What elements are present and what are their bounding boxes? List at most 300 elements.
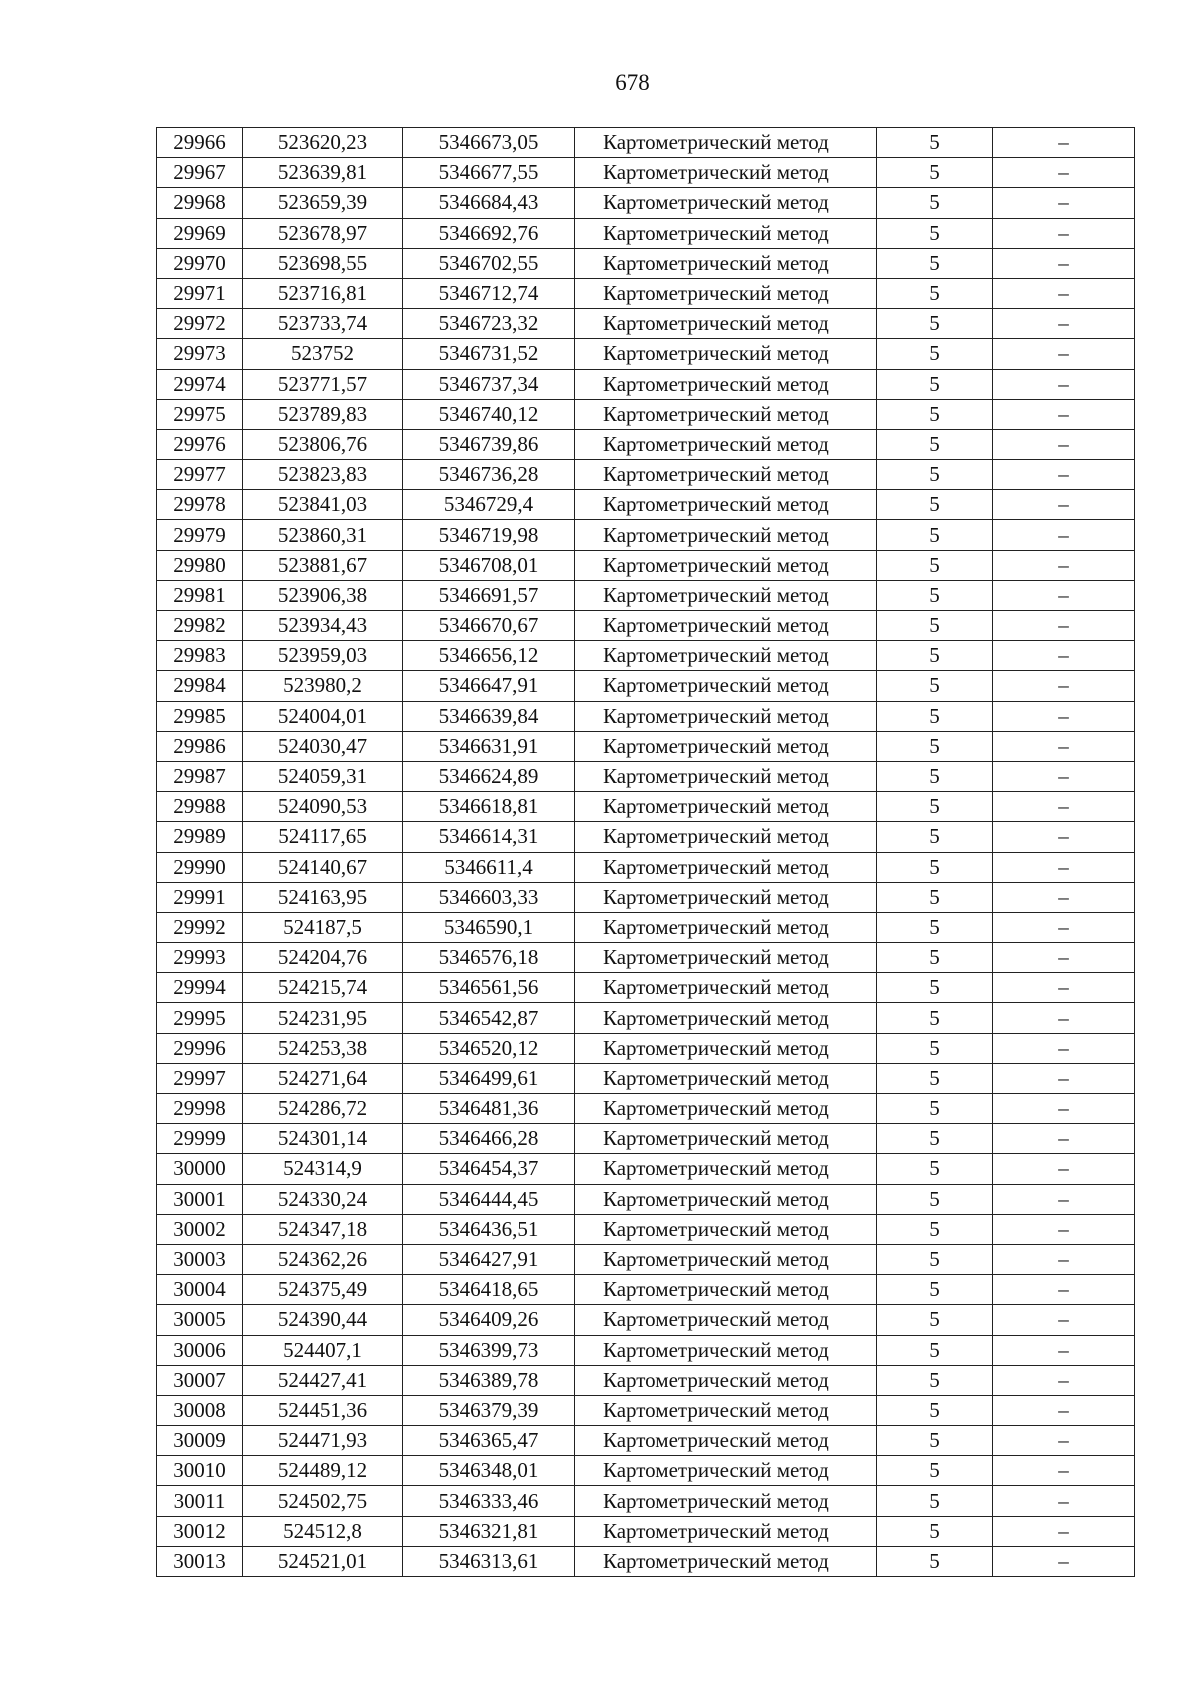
note-cell: – [993, 822, 1135, 852]
note-cell: – [993, 701, 1135, 731]
method-cell: Картометрический метод [575, 218, 877, 248]
accuracy-cell: 5 [877, 188, 993, 218]
x-coordinate-cell: 524215,74 [243, 973, 403, 1003]
y-coordinate-cell: 5346520,12 [403, 1033, 575, 1063]
x-coordinate-cell: 523841,03 [243, 490, 403, 520]
table-row [157, 490, 1135, 520]
table-row [157, 1003, 1135, 1033]
accuracy-cell: 5 [877, 1063, 993, 1093]
accuracy-cell: 5 [877, 912, 993, 942]
x-coordinate-cell: 524231,95 [243, 1003, 403, 1033]
note-cell: – [993, 339, 1135, 369]
y-coordinate-cell: 5346611,4 [403, 852, 575, 882]
table-row [157, 1124, 1135, 1154]
table-row [157, 550, 1135, 580]
method-cell: Картометрический метод [575, 1305, 877, 1335]
point-number-cell: 30002 [157, 1214, 243, 1244]
method-cell: Картометрический метод [575, 1063, 877, 1093]
table-row [157, 671, 1135, 701]
table-row [157, 1094, 1135, 1124]
note-cell: – [993, 1184, 1135, 1214]
method-cell: Картометрический метод [575, 309, 877, 339]
method-cell: Картометрический метод [575, 580, 877, 610]
accuracy-cell: 5 [877, 128, 993, 158]
method-cell: Картометрический метод [575, 490, 877, 520]
note-cell: – [993, 1214, 1135, 1244]
note-cell: – [993, 278, 1135, 308]
y-coordinate-cell: 5346731,52 [403, 339, 575, 369]
method-cell: Картометрический метод [575, 761, 877, 791]
y-coordinate-cell: 5346499,61 [403, 1063, 575, 1093]
point-number-cell: 29975 [157, 399, 243, 429]
table-row [157, 792, 1135, 822]
y-coordinate-cell: 5346618,81 [403, 792, 575, 822]
point-number-cell: 29987 [157, 761, 243, 791]
accuracy-cell: 5 [877, 218, 993, 248]
y-coordinate-cell: 5346708,01 [403, 550, 575, 580]
x-coordinate-cell: 523620,23 [243, 128, 403, 158]
table-row [157, 278, 1135, 308]
table-row [157, 158, 1135, 188]
accuracy-cell: 5 [877, 1033, 993, 1063]
method-cell: Картометрический метод [575, 1214, 877, 1244]
point-number-cell: 29973 [157, 339, 243, 369]
note-cell: – [993, 1426, 1135, 1456]
note-cell: – [993, 1003, 1135, 1033]
table-row [157, 641, 1135, 671]
table-row [157, 973, 1135, 1003]
table-row [157, 520, 1135, 550]
x-coordinate-cell: 524163,95 [243, 882, 403, 912]
table-row [157, 1395, 1135, 1425]
y-coordinate-cell: 5346576,18 [403, 943, 575, 973]
x-coordinate-cell: 524502,75 [243, 1486, 403, 1516]
note-cell: – [993, 1516, 1135, 1546]
point-number-cell: 29993 [157, 943, 243, 973]
y-coordinate-cell: 5346321,81 [403, 1516, 575, 1546]
y-coordinate-cell: 5346365,47 [403, 1426, 575, 1456]
note-cell: – [993, 671, 1135, 701]
note-cell: – [993, 399, 1135, 429]
table-row [157, 912, 1135, 942]
accuracy-cell: 5 [877, 278, 993, 308]
accuracy-cell: 5 [877, 1395, 993, 1425]
accuracy-cell: 5 [877, 1426, 993, 1456]
accuracy-cell: 5 [877, 973, 993, 1003]
accuracy-cell: 5 [877, 1516, 993, 1546]
note-cell: – [993, 550, 1135, 580]
table-row [157, 339, 1135, 369]
accuracy-cell: 5 [877, 1124, 993, 1154]
method-cell: Картометрический метод [575, 852, 877, 882]
table-row [157, 1456, 1135, 1486]
method-cell: Картометрический метод [575, 1486, 877, 1516]
method-cell: Картометрический метод [575, 1456, 877, 1486]
point-number-cell: 29970 [157, 248, 243, 278]
point-number-cell: 29997 [157, 1063, 243, 1093]
x-coordinate-cell: 523980,2 [243, 671, 403, 701]
accuracy-cell: 5 [877, 399, 993, 429]
method-cell: Картометрический метод [575, 369, 877, 399]
y-coordinate-cell: 5346691,57 [403, 580, 575, 610]
x-coordinate-cell: 524390,44 [243, 1305, 403, 1335]
y-coordinate-cell: 5346624,89 [403, 761, 575, 791]
table-row [157, 460, 1135, 490]
point-number-cell: 29982 [157, 611, 243, 641]
x-coordinate-cell: 523806,76 [243, 429, 403, 459]
x-coordinate-cell: 524271,64 [243, 1063, 403, 1093]
note-cell: – [993, 1094, 1135, 1124]
x-coordinate-cell: 523752 [243, 339, 403, 369]
x-coordinate-cell: 523823,83 [243, 460, 403, 490]
note-cell: – [993, 158, 1135, 188]
x-coordinate-cell: 524347,18 [243, 1214, 403, 1244]
accuracy-cell: 5 [877, 520, 993, 550]
y-coordinate-cell: 5346418,65 [403, 1275, 575, 1305]
accuracy-cell: 5 [877, 1456, 993, 1486]
y-coordinate-cell: 5346702,55 [403, 248, 575, 278]
point-number-cell: 30010 [157, 1456, 243, 1486]
point-number-cell: 29979 [157, 520, 243, 550]
note-cell: – [993, 369, 1135, 399]
method-cell: Картометрический метод [575, 1365, 877, 1395]
point-number-cell: 30009 [157, 1426, 243, 1456]
table-row [157, 1033, 1135, 1063]
point-number-cell: 30000 [157, 1154, 243, 1184]
table-row [157, 218, 1135, 248]
note-cell: – [993, 852, 1135, 882]
y-coordinate-cell: 5346590,1 [403, 912, 575, 942]
y-coordinate-cell: 5346684,43 [403, 188, 575, 218]
method-cell: Картометрический метод [575, 1546, 877, 1576]
y-coordinate-cell: 5346389,78 [403, 1365, 575, 1395]
note-cell: – [993, 1154, 1135, 1184]
x-coordinate-cell: 524030,47 [243, 731, 403, 761]
note-cell: – [993, 309, 1135, 339]
table-row [157, 429, 1135, 459]
accuracy-cell: 5 [877, 339, 993, 369]
accuracy-cell: 5 [877, 641, 993, 671]
x-coordinate-cell: 523906,38 [243, 580, 403, 610]
accuracy-cell: 5 [877, 1486, 993, 1516]
y-coordinate-cell: 5346603,33 [403, 882, 575, 912]
note-cell: – [993, 1244, 1135, 1274]
table-row [157, 1154, 1135, 1184]
table-row [157, 1546, 1135, 1576]
x-coordinate-cell: 524471,93 [243, 1426, 403, 1456]
point-number-cell: 30004 [157, 1275, 243, 1305]
x-coordinate-cell: 523639,81 [243, 158, 403, 188]
table-row [157, 701, 1135, 731]
x-coordinate-cell: 523733,74 [243, 309, 403, 339]
x-coordinate-cell: 524521,01 [243, 1546, 403, 1576]
note-cell: – [993, 490, 1135, 520]
table-row [157, 611, 1135, 641]
point-number-cell: 30011 [157, 1486, 243, 1516]
note-cell: – [993, 1305, 1135, 1335]
accuracy-cell: 5 [877, 1305, 993, 1335]
x-coordinate-cell: 524204,76 [243, 943, 403, 973]
y-coordinate-cell: 5346639,84 [403, 701, 575, 731]
note-cell: – [993, 761, 1135, 791]
accuracy-cell: 5 [877, 1214, 993, 1244]
note-cell: – [993, 248, 1135, 278]
note-cell: – [993, 1124, 1135, 1154]
x-coordinate-cell: 523698,55 [243, 248, 403, 278]
x-coordinate-cell: 523881,67 [243, 550, 403, 580]
x-coordinate-cell: 524187,5 [243, 912, 403, 942]
accuracy-cell: 5 [877, 1244, 993, 1274]
accuracy-cell: 5 [877, 822, 993, 852]
y-coordinate-cell: 5346399,73 [403, 1335, 575, 1365]
method-cell: Картометрический метод [575, 912, 877, 942]
accuracy-cell: 5 [877, 248, 993, 278]
x-coordinate-cell: 524253,38 [243, 1033, 403, 1063]
accuracy-cell: 5 [877, 369, 993, 399]
method-cell: Картометрический метод [575, 671, 877, 701]
note-cell: – [993, 641, 1135, 671]
x-coordinate-cell: 524512,8 [243, 1516, 403, 1546]
accuracy-cell: 5 [877, 460, 993, 490]
table-row [157, 822, 1135, 852]
table-row [157, 1275, 1135, 1305]
method-cell: Картометрический метод [575, 822, 877, 852]
point-number-cell: 29991 [157, 882, 243, 912]
y-coordinate-cell: 5346729,4 [403, 490, 575, 520]
point-number-cell: 29988 [157, 792, 243, 822]
accuracy-cell: 5 [877, 1275, 993, 1305]
method-cell: Картометрический метод [575, 1003, 877, 1033]
table-row [157, 1244, 1135, 1274]
point-number-cell: 29996 [157, 1033, 243, 1063]
y-coordinate-cell: 5346313,61 [403, 1546, 575, 1576]
table-row [157, 248, 1135, 278]
y-coordinate-cell: 5346647,91 [403, 671, 575, 701]
x-coordinate-cell: 524362,26 [243, 1244, 403, 1274]
x-coordinate-cell: 524330,24 [243, 1184, 403, 1214]
table-row [157, 1365, 1135, 1395]
method-cell: Картометрический метод [575, 1184, 877, 1214]
method-cell: Картометрический метод [575, 611, 877, 641]
table-row [157, 1486, 1135, 1516]
method-cell: Картометрический метод [575, 1124, 877, 1154]
y-coordinate-cell: 5346614,31 [403, 822, 575, 852]
point-number-cell: 29994 [157, 973, 243, 1003]
y-coordinate-cell: 5346427,91 [403, 1244, 575, 1274]
point-number-cell: 29978 [157, 490, 243, 520]
method-cell: Картометрический метод [575, 278, 877, 308]
accuracy-cell: 5 [877, 158, 993, 188]
method-cell: Картометрический метод [575, 973, 877, 1003]
accuracy-cell: 5 [877, 611, 993, 641]
accuracy-cell: 5 [877, 1094, 993, 1124]
table-row [157, 1214, 1135, 1244]
table-row [157, 1184, 1135, 1214]
accuracy-cell: 5 [877, 882, 993, 912]
note-cell: – [993, 1275, 1135, 1305]
note-cell: – [993, 611, 1135, 641]
method-cell: Картометрический метод [575, 339, 877, 369]
note-cell: – [993, 1335, 1135, 1365]
point-number-cell: 29985 [157, 701, 243, 731]
table-row [157, 1426, 1135, 1456]
table-row [157, 309, 1135, 339]
method-cell: Картометрический метод [575, 731, 877, 761]
accuracy-cell: 5 [877, 761, 993, 791]
x-coordinate-cell: 523678,97 [243, 218, 403, 248]
method-cell: Картометрический метод [575, 248, 877, 278]
x-coordinate-cell: 523959,03 [243, 641, 403, 671]
accuracy-cell: 5 [877, 701, 993, 731]
y-coordinate-cell: 5346333,46 [403, 1486, 575, 1516]
accuracy-cell: 5 [877, 1546, 993, 1576]
table-row [157, 761, 1135, 791]
y-coordinate-cell: 5346656,12 [403, 641, 575, 671]
note-cell: – [993, 1546, 1135, 1576]
y-coordinate-cell: 5346454,37 [403, 1154, 575, 1184]
x-coordinate-cell: 524451,36 [243, 1395, 403, 1425]
table-row [157, 399, 1135, 429]
x-coordinate-cell: 524140,67 [243, 852, 403, 882]
x-coordinate-cell: 523659,39 [243, 188, 403, 218]
x-coordinate-cell: 523716,81 [243, 278, 403, 308]
point-number-cell: 29992 [157, 912, 243, 942]
method-cell: Картометрический метод [575, 701, 877, 731]
note-cell: – [993, 792, 1135, 822]
x-coordinate-cell: 523771,57 [243, 369, 403, 399]
method-cell: Картометрический метод [575, 550, 877, 580]
y-coordinate-cell: 5346542,87 [403, 1003, 575, 1033]
point-number-cell: 29986 [157, 731, 243, 761]
x-coordinate-cell: 524375,49 [243, 1275, 403, 1305]
coordinates-table [156, 127, 1135, 1577]
y-coordinate-cell: 5346719,98 [403, 520, 575, 550]
note-cell: – [993, 882, 1135, 912]
method-cell: Картометрический метод [575, 429, 877, 459]
method-cell: Картометрический метод [575, 1033, 877, 1063]
accuracy-cell: 5 [877, 1365, 993, 1395]
method-cell: Картометрический метод [575, 1244, 877, 1274]
x-coordinate-cell: 524117,65 [243, 822, 403, 852]
note-cell: – [993, 580, 1135, 610]
x-coordinate-cell: 524489,12 [243, 1456, 403, 1486]
accuracy-cell: 5 [877, 429, 993, 459]
method-cell: Картометрический метод [575, 1335, 877, 1365]
x-coordinate-cell: 524004,01 [243, 701, 403, 731]
x-coordinate-cell: 523860,31 [243, 520, 403, 550]
method-cell: Картометрический метод [575, 1395, 877, 1425]
note-cell: – [993, 973, 1135, 1003]
note-cell: – [993, 429, 1135, 459]
note-cell: – [993, 1033, 1135, 1063]
note-cell: – [993, 943, 1135, 973]
point-number-cell: 29967 [157, 158, 243, 188]
point-number-cell: 29977 [157, 460, 243, 490]
point-number-cell: 29998 [157, 1094, 243, 1124]
table-row [157, 1305, 1135, 1335]
method-cell: Картометрический метод [575, 882, 877, 912]
note-cell: – [993, 128, 1135, 158]
table-row [157, 369, 1135, 399]
x-coordinate-cell: 524286,72 [243, 1094, 403, 1124]
note-cell: – [993, 731, 1135, 761]
point-number-cell: 29972 [157, 309, 243, 339]
x-coordinate-cell: 523789,83 [243, 399, 403, 429]
point-number-cell: 29999 [157, 1124, 243, 1154]
accuracy-cell: 5 [877, 792, 993, 822]
y-coordinate-cell: 5346409,26 [403, 1305, 575, 1335]
y-coordinate-cell: 5346481,36 [403, 1094, 575, 1124]
table-row [157, 882, 1135, 912]
point-number-cell: 30007 [157, 1365, 243, 1395]
y-coordinate-cell: 5346466,28 [403, 1124, 575, 1154]
table-row [157, 580, 1135, 610]
point-number-cell: 29974 [157, 369, 243, 399]
y-coordinate-cell: 5346631,91 [403, 731, 575, 761]
point-number-cell: 29989 [157, 822, 243, 852]
method-cell: Картометрический метод [575, 1516, 877, 1546]
method-cell: Картометрический метод [575, 1094, 877, 1124]
page-number: 678 [615, 70, 650, 95]
point-number-cell: 29971 [157, 278, 243, 308]
note-cell: – [993, 520, 1135, 550]
x-coordinate-cell: 524407,1 [243, 1335, 403, 1365]
note-cell: – [993, 460, 1135, 490]
x-coordinate-cell: 524090,53 [243, 792, 403, 822]
y-coordinate-cell: 5346692,76 [403, 218, 575, 248]
note-cell: – [993, 1456, 1135, 1486]
point-number-cell: 30006 [157, 1335, 243, 1365]
method-cell: Картометрический метод [575, 1154, 877, 1184]
y-coordinate-cell: 5346736,28 [403, 460, 575, 490]
method-cell: Картометрический метод [575, 1426, 877, 1456]
accuracy-cell: 5 [877, 1335, 993, 1365]
x-coordinate-cell: 524059,31 [243, 761, 403, 791]
note-cell: – [993, 1486, 1135, 1516]
method-cell: Картометрический метод [575, 1275, 877, 1305]
table-row [157, 943, 1135, 973]
accuracy-cell: 5 [877, 1154, 993, 1184]
note-cell: – [993, 1365, 1135, 1395]
point-number-cell: 29983 [157, 641, 243, 671]
accuracy-cell: 5 [877, 852, 993, 882]
point-number-cell: 29990 [157, 852, 243, 882]
point-number-cell: 30008 [157, 1395, 243, 1425]
point-number-cell: 29995 [157, 1003, 243, 1033]
note-cell: – [993, 1063, 1135, 1093]
method-cell: Картометрический метод [575, 520, 877, 550]
table-row [157, 1335, 1135, 1365]
method-cell: Картометрический метод [575, 158, 877, 188]
accuracy-cell: 5 [877, 1003, 993, 1033]
method-cell: Картометрический метод [575, 792, 877, 822]
accuracy-cell: 5 [877, 580, 993, 610]
y-coordinate-cell: 5346723,32 [403, 309, 575, 339]
y-coordinate-cell: 5346436,51 [403, 1214, 575, 1244]
point-number-cell: 29976 [157, 429, 243, 459]
note-cell: – [993, 218, 1135, 248]
table-row [157, 1516, 1135, 1546]
y-coordinate-cell: 5346348,01 [403, 1456, 575, 1486]
point-number-cell: 29966 [157, 128, 243, 158]
table-row [157, 731, 1135, 761]
table-row [157, 1063, 1135, 1093]
y-coordinate-cell: 5346561,56 [403, 973, 575, 1003]
point-number-cell: 29984 [157, 671, 243, 701]
x-coordinate-cell: 523934,43 [243, 611, 403, 641]
accuracy-cell: 5 [877, 1184, 993, 1214]
table-row [157, 852, 1135, 882]
